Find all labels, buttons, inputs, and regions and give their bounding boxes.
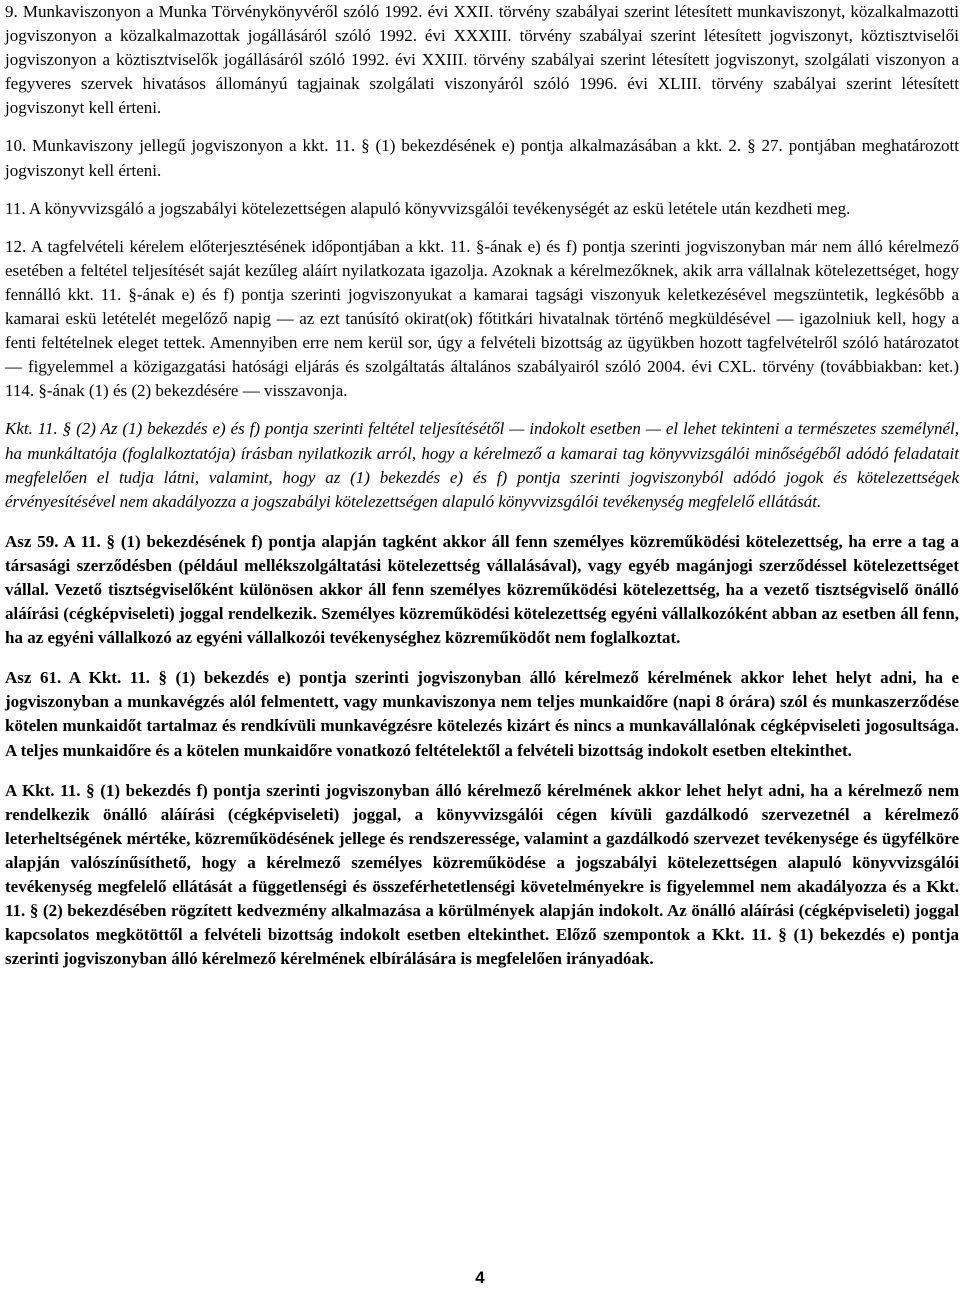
asz-59-paragraph: Asz 59. A 11. § (1) bekezdésének f) pontja alapján tagként akkor áll fenn személyes közreműködési kötelezettség, ha erre a tag a társasági szerződésben (például mellékszolgáltatási kötelezettség vállalásával), vagy egyéb magánjogi szerződéssel kötelezettséget vállal. Vezető tisztségviselőként különösen akkor áll fenn személyes közreműködési kötelezettség, ha a vezető tisztségviselő önálló aláírási (cégképviseleti) joggal rendelkezik. Személyes közreműködési kötelezettség egyéni vállalkozóként abban az esetben áll fenn, ha az egyéni vállalkozó az egyéni vállalkozói tevékenységhez közreműködőt nem foglalkoztat. (5, 531, 959, 648)
paragraph-10: 10. Munkaviszony jellegű jogviszonyon a kkt. 11. § (1) bekezdésének e) pontja alkalmazásában a kkt. 2. § 27. pontjában meghatározott jogviszonyt kell érteni. (5, 136, 959, 180)
paragraph-9: 9. Munkaviszonyon a Munka Törvénykönyvéről szóló 1992. évi XXII. törvény szabályai szerint létesített munkaviszonyt, közalkalmazotti jogviszonyon a közalkalmazottak jogállásáról szóló 1992. évi XXXIII. törvény szabályai szerint létesített jogviszonyt, köztisztviselői jogviszonyon a köztisztviselők jogállásáról szóló 1992. évi XXIII. törvény szabályai szerint létesített jogviszonyt, szolgálati viszonyon a fegyveres szervek hivatásos állományú tagjainak szolgálati viszonyáról szóló 1996. évi XLIII. törvény szabályai szerint létesített jogviszonyt kell érteni. (5, 2, 959, 118)
document-page (5, 0, 959, 971)
paragraph-11: 11. A könyvvizsgáló a jogszabályi kötelezettségen alapuló könyvvizsgálói tevékenységét az eskü letétele után kezdheti meg. (5, 198, 851, 218)
a-kkt-paragraph: A Kkt. 11. § (1) bekezdés f) pontja szerinti jogviszonyban álló kérelmező kérelmének akkor lehet helyt adni, ha a kérelmező nem rendelkezik önálló aláírási (cégképviseleti) joggal, a könyvvizsgálói cégen kívüli gazdálkodó szervezetnél a kérelmező leterheltségének mértéke, közreműködésének jellege és rendszeressége, valamint a gazdálkodó szervezet tevékenysége és ügyfélköre alapján valószínűsíthető, hogy a kérelmező személyes közreműködése a jogszabályi kötelezettségen alapuló könyvvizsgálói tevékenység megfelelő ellátását a függetlenségi és összeférhetetlenségi követelményekre is figyelemmel nem akadályozza és a Kkt. 11. § (2) bekezdésében rögzített kedvezmény alkalmazása a körülmények alapján indokolt. Az önálló aláírási (cégképviseleti) joggal kapcsolatos megkötöttől a felvételi bizottság indokolt esetben eltekinthet. Előző szempontok a Kkt. 11. § (1) bekezdés e) pontja szerinti jogviszonyban álló kérelmező kérelmének elbírálására is megfelelően irányadóak. (5, 780, 959, 969)
asz-61-paragraph: Asz 61. A Kkt. 11. § (1) bekezdés e) pontja szerinti jogviszonyban álló kérelmező kérelmének akkor lehet helyt adni, ha e jogviszonyban a munkavégzés alól felmentett, vagy munkaviszonya nem teljes munkaidőre (napi 8 órára) szól és munkaszerződése kötelen munkaidőt tartalmaz és rendkívüli munkavégzésre kötelezés kizárt és nincs a munkavállalónak cégképviseleti jogosultsága. A teljes munkaidőre és a kötelen munkaidőre vonatkozó feltételektől a felvételi bizottság indokolt esetben eltekinthet. (5, 668, 959, 760)
paragraph-12: 12. A tagfelvételi kérelem előterjesztésének időpontjában a kkt. 11. §-ának e) és f) pontja szerinti jogviszonyban már nem álló kérelmező esetében a feltétel teljesítését saját kezűleg aláírt nyilatkozata igazolja. Azoknak a kérelmezőknek, akik arra vállalnak kötelezettséget, hogy fennálló kkt. 11. §-ának e) és f) pontja szerinti jogviszonyukat a kamarai tagsági viszonyuk keletkezésével megszüntetik, legkésőbb a kamarai eskü letételét megelőző napig — az ezt tanúsító okirat(ok) főtitkári hivatalnak történő megküldésével — igazolniuk kell, hogy a fenti feltételnek eleget tettek. Amennyiben erre nem kerül sor, úgy a felvételi bizottság az ügyükben hozott tagfelvételről szóló határozatot — figyelemmel a közigazgatási hatósági eljárás és szolgáltatás általános szabályairól szóló 2004. évi CXL. törvény (továbbiakban: ket.) 114. §-ának (1) és (2) bekezdésére — visszavonja. (5, 236, 959, 401)
page-number: 4 (475, 1268, 485, 1287)
kkt-quote-paragraph: Kkt. 11. § (2) Az (1) bekezdés e) és f) pontja szerinti feltétel teljesítésétől — indokolt esetben — el lehet tekinteni a természetes személynél, ha munkáltatója (foglalkoztatója) írásban nyilatkozik arról, hogy a kérelmező a kamarai tag könyvvizsgálói minőségéből adódó feladatait megfelelően el tudja látni, valamint, hogy az (1) bekezdés e) és f) pontja szerinti jogviszonyból adódó jogok és kötelezettségek érvényesítésével nem akadályozza a jogszabályi kötelezettségen alapuló könyvvizsgálói tevékenység megfelelő ellátását. (5, 419, 959, 511)
